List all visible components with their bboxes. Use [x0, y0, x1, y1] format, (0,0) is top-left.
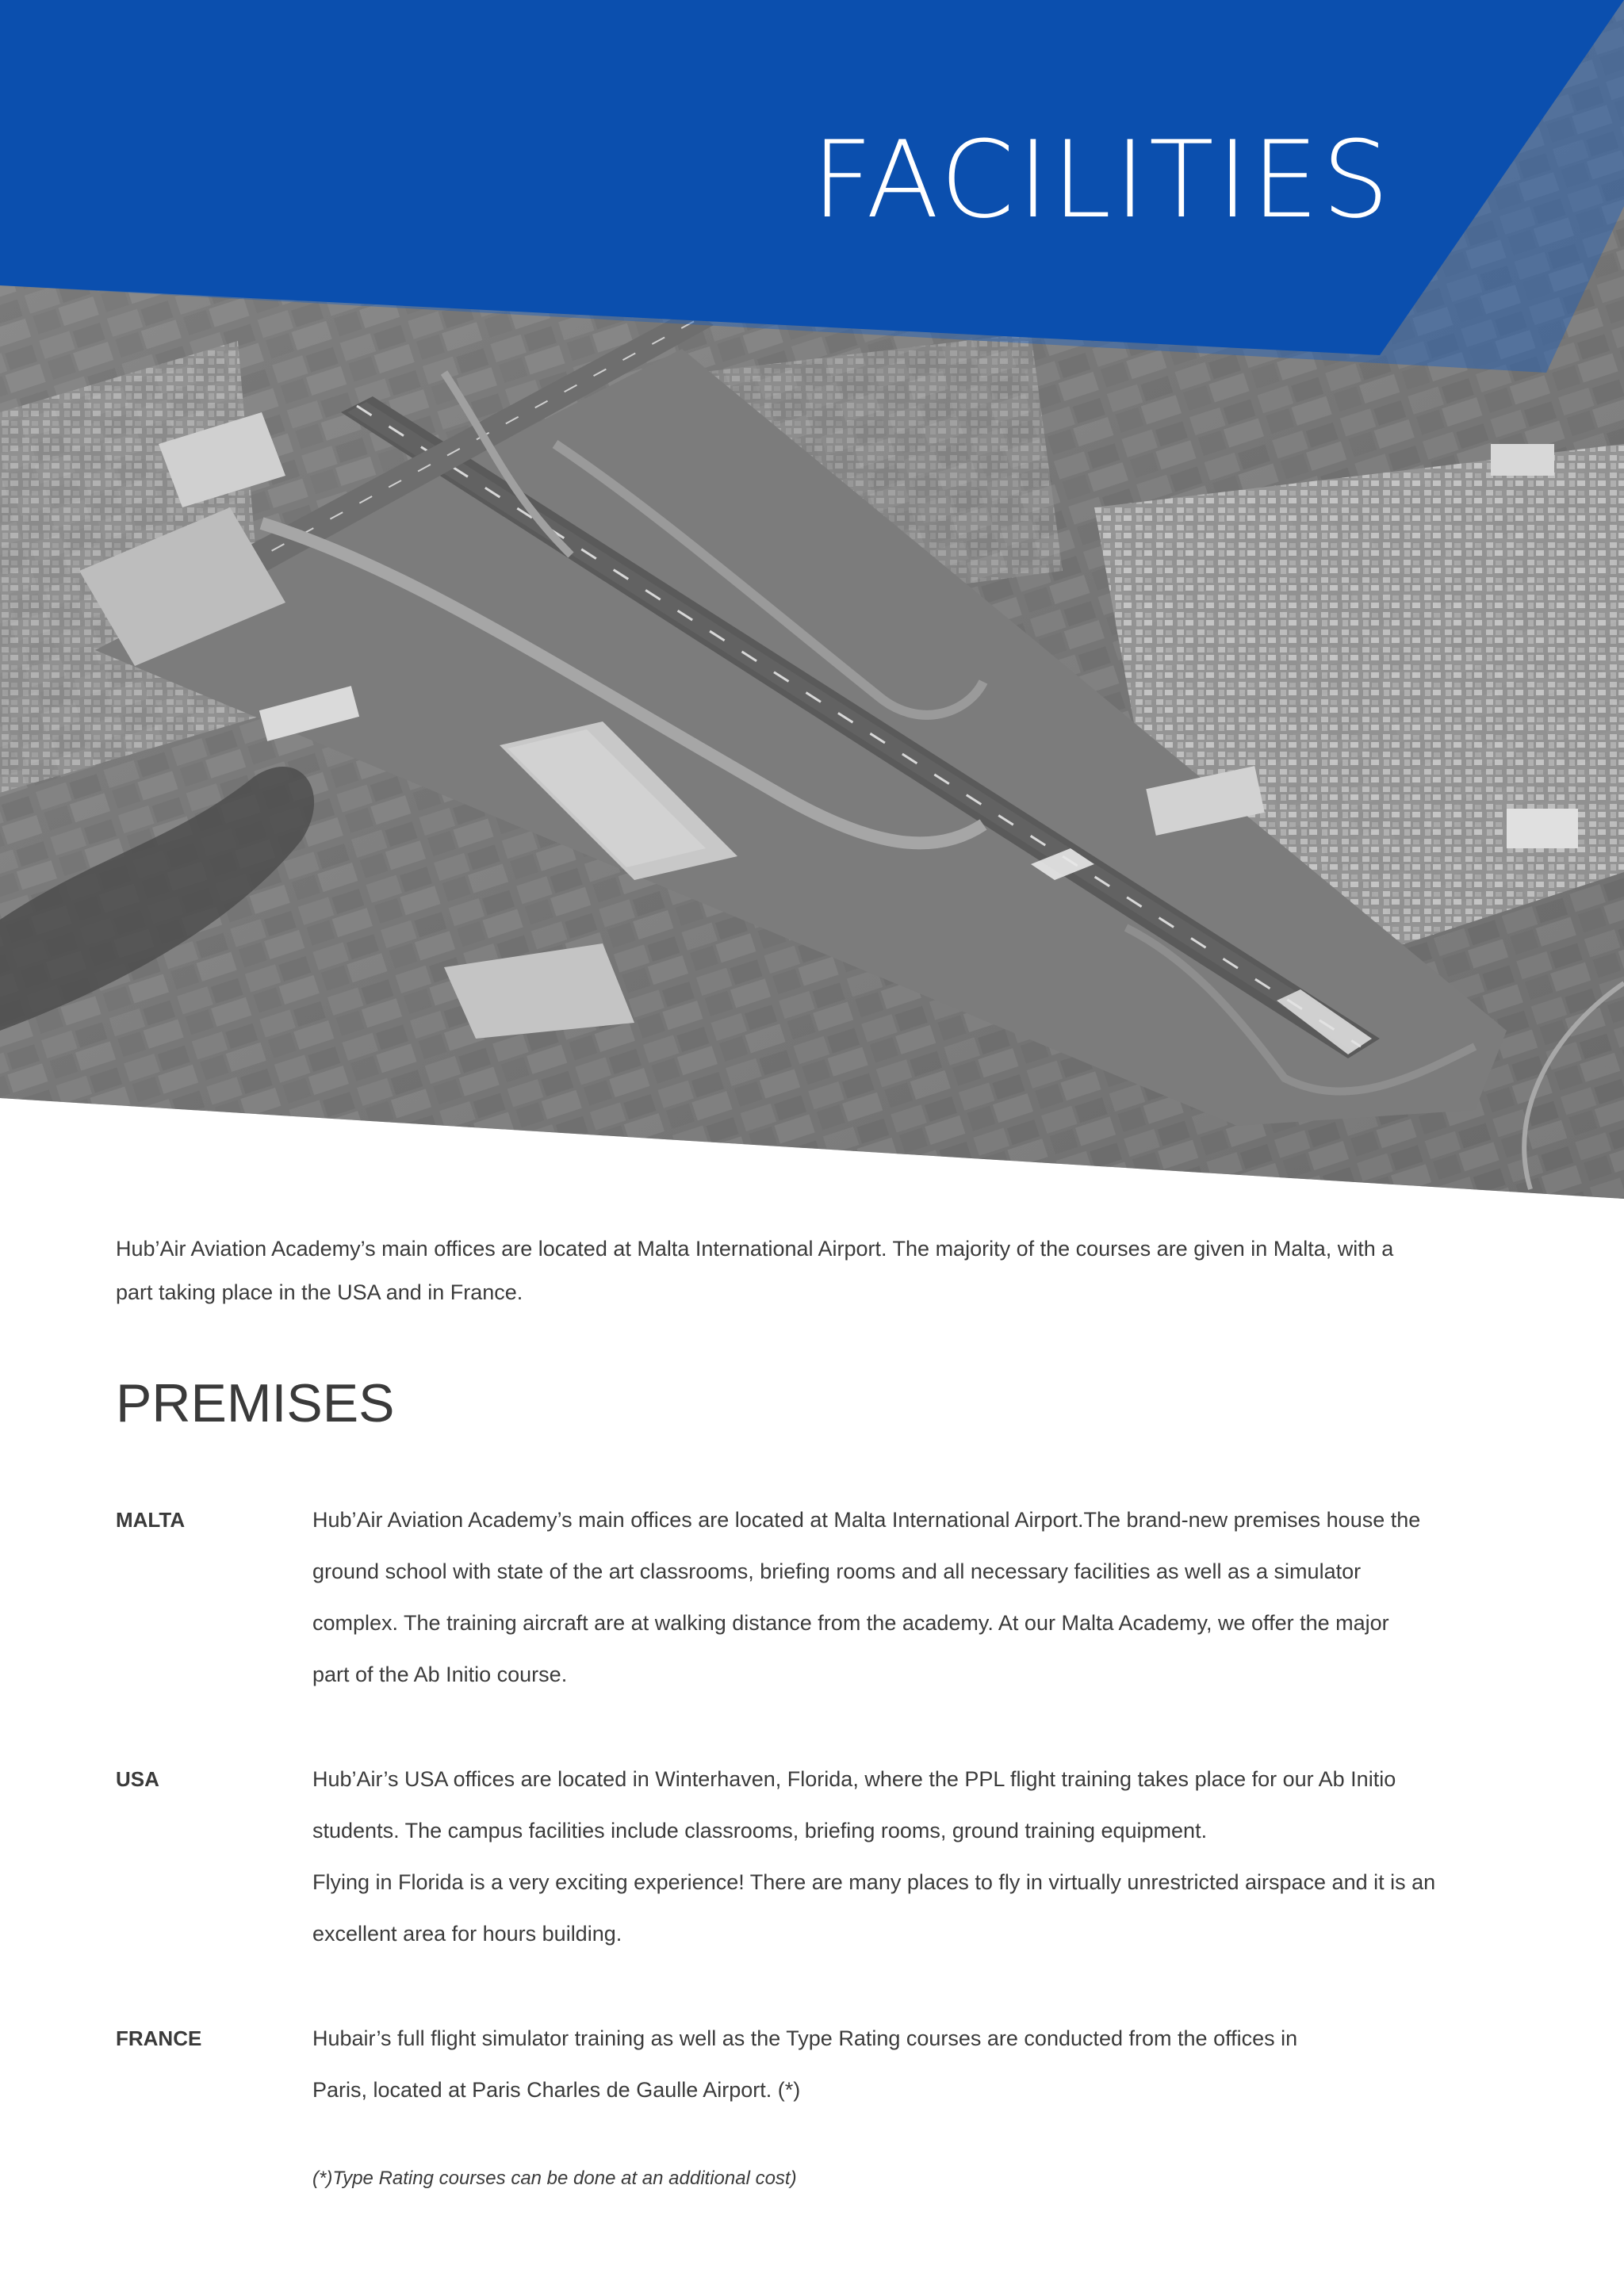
malta-line-1: Hub’Air Aviation Academy’s main offices are located at Malta International Airport.The brand-new premises house the	[312, 1508, 1421, 1532]
usa-line-2: students. The campus facilities include classrooms, briefing rooms, ground training equipment.	[312, 1819, 1208, 1843]
intro-line-2: part taking place in the USA and in France.	[116, 1280, 523, 1304]
france-line-1: Hubair’s full flight simulator training as well as the Type Rating courses are conducted from the offices in	[312, 2026, 1298, 2050]
france-line-2: Paris, located at Paris Charles de Gaulle Airport. (*)	[312, 2078, 801, 2102]
premises-heading: PREMISES	[116, 1373, 395, 1433]
location-description-usa	[312, 1754, 1478, 1960]
usa-line-3: Flying in Florida is a very exciting experience! There are many places to fly in virtually unrestricted airspace and it is an	[312, 1870, 1436, 1894]
page-title: FACILITIES	[811, 118, 1392, 242]
malta-line-3: complex. The training aircraft are at walking distance from the academy. At our Malta Academy, we offer the major	[312, 1611, 1389, 1635]
intro-paragraph	[116, 1227, 1473, 1314]
location-name-malta: MALTA	[116, 1508, 186, 1532]
location-name-france: FRANCE	[116, 2026, 202, 2050]
location-name-usa: USA	[116, 1767, 159, 1791]
location-description-france	[312, 2013, 1478, 2116]
usa-line-1: Hub’Air’s USA offices are located in Winterhaven, Florida, where the PPL flight training takes place for our Ab Initio	[312, 1767, 1396, 1791]
location-description-malta	[312, 1494, 1478, 1701]
malta-line-2: ground school with state of the art classrooms, briefing rooms and all necessary facilities as well as a simulator	[312, 1559, 1362, 1583]
footnote: (*)Type Rating courses can be done at an additional cost)	[312, 2168, 797, 2189]
malta-line-4: part of the Ab Initio course.	[312, 1663, 568, 1686]
usa-line-4: excellent area for hours building.	[312, 1922, 622, 1946]
intro-line-1: Hub’Air Aviation Academy’s main offices are located at Malta International Airport. The majority of the courses are given in Malta, with a	[116, 1237, 1394, 1261]
